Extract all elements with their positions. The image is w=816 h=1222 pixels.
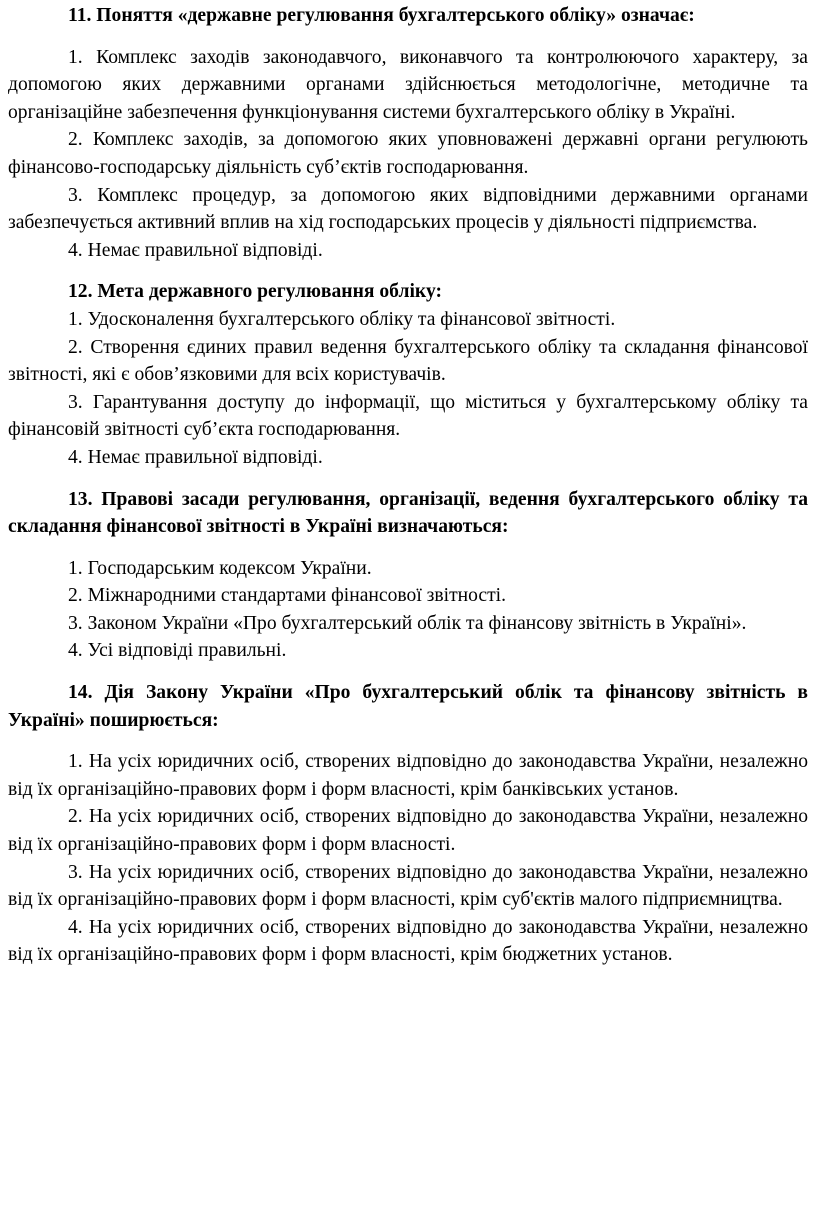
question-title: 13. Правові засади регулювання, організації, ведення бухгалтерського обліку та складання фінансової звітності в Україні визначаються: xyxy=(8,488,808,538)
answer-option: 3. Гарантування доступу до інформації, що міститься у бухгалтерському обліку та фінансовій звітності суб’єкта господарювання. xyxy=(8,391,808,441)
answer-option: 2. Міжнародними стандартами фінансової звітності. xyxy=(68,585,507,607)
answer-option: 3. Законом України «Про бухгалтерський облік та фінансову звітність в Україні». xyxy=(68,612,747,634)
question-14 xyxy=(8,679,808,969)
answer-option: 1. Господарським кодексом України. xyxy=(68,557,372,579)
answer-option: 1. На усіх юридичних осіб, створених відповідно до законодавства України, незалежно від їх організаційно-правових форм і форм власності, крім банківських установ. xyxy=(8,751,808,800)
answer-option: 3. Комплекс процедур, за допомогою яких відповідними державними органами забезпечується активний вплив на хід господарських процесів у діяльності підприємства. xyxy=(8,184,808,234)
answer-option: 4. Немає правильної відповіді. xyxy=(68,239,323,261)
answer-option: 2. На усіх юридичних осіб, створених відповідно до законодавства України, незалежно від їх організаційно-правових форм і форм власності. xyxy=(8,806,808,856)
answer-option: 4. Усі відповіді правильні. xyxy=(68,640,287,662)
question-title: 12. Мета державного регулювання обліку: xyxy=(68,281,443,303)
answer-option: 2. Створення єдиних правил ведення бухгалтерського обліку та складання фінансової звітності, які є обов’язковими для всіх користувачів. xyxy=(8,336,808,386)
question-11 xyxy=(8,2,808,264)
answer-option: 1. Комплекс заходів законодавчого, виконавчого та контролюючого характеру, за допомогою яких державними органами здійснюється методологічне, методичне та організаційне забезпечення функціонування системи бухгалтерського обліку в Україні. xyxy=(8,46,808,123)
question-12 xyxy=(8,278,808,471)
answer-option: 4. Немає правильної відповіді. xyxy=(68,446,323,468)
answer-option: 4. На усіх юридичних осіб, створених відповідно до законодавства України, незалежно від їх організаційно-правових форм і форм власності, крім бюджетних установ. xyxy=(8,916,808,966)
answer-option: 2. Комплекс заходів, за допомогою яких уповноважені державні органи регулюють фінансово-господарську діяльність суб’єктів господарювання. xyxy=(8,129,808,178)
question-13 xyxy=(8,486,808,666)
answer-option: 1. Удосконалення бухгалтерського обліку та фінансової звітності. xyxy=(68,308,616,330)
question-title: 11. Поняття «державне регулювання бухгалтерського обліку» означає: xyxy=(68,5,695,26)
answer-option: 3. На усіх юридичних осіб, створених відповідно до законодавства України, незалежно від їх організаційно-правових форм і форм власності, крім суб'єктів малого підприємництва. xyxy=(8,861,808,911)
question-title: 14. Дія Закону України «Про бухгалтерський облік та фінансову звітність в Україні» поширюється: xyxy=(8,682,808,731)
